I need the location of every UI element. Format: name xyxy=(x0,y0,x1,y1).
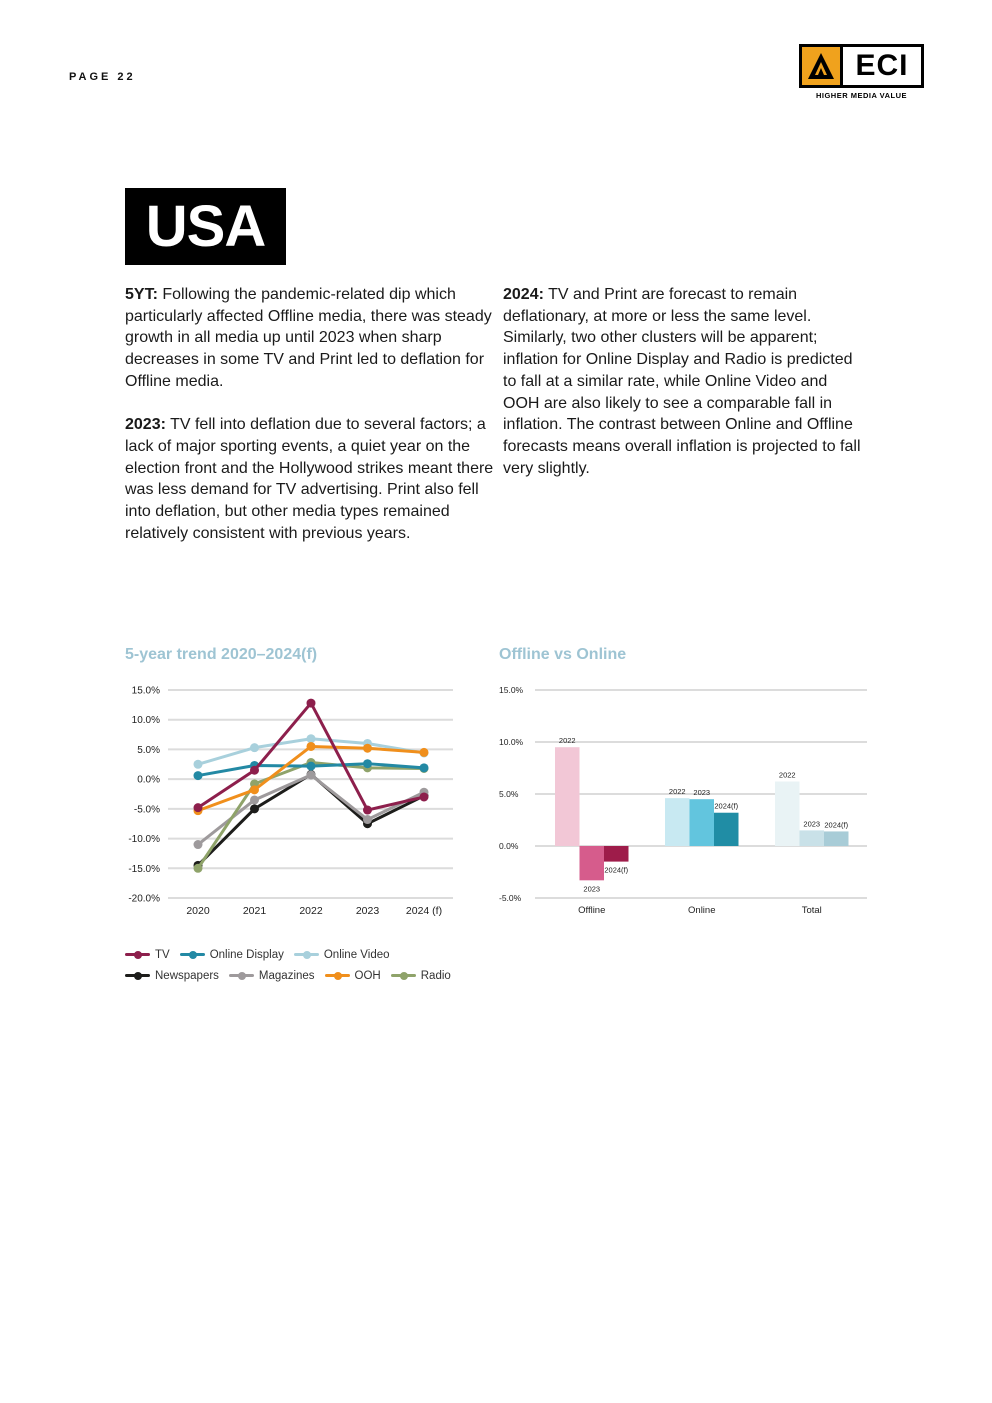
bar xyxy=(824,831,849,846)
bar xyxy=(800,830,825,846)
body-5yt: Following the pandemic-related dip which particularly affected Offline media, there was steady growth in all media up until 2023 when sharp decreases in some TV and Print led to deflation for Offline media. xyxy=(125,286,492,390)
y-tick-label: -20.0% xyxy=(128,893,160,905)
legend-label: Radio xyxy=(420,969,451,982)
paragraph-5yt xyxy=(125,284,495,393)
legend-label: Newspapers xyxy=(155,969,219,982)
x-tick-label: 2021 xyxy=(242,905,267,917)
legend-swatch-icon xyxy=(125,974,150,977)
line-chart-title: 5-year trend 2020–2024(f) xyxy=(125,646,318,663)
data-label: 2022 xyxy=(778,770,796,780)
data-point xyxy=(250,766,259,775)
label-5yt: 5YT: xyxy=(125,286,158,303)
data-point xyxy=(420,792,429,801)
eci-logo xyxy=(799,44,924,100)
data-point xyxy=(307,699,316,708)
bar xyxy=(580,846,605,880)
bar xyxy=(555,747,580,846)
y-tick-label: 10.0% xyxy=(131,715,160,727)
paragraph-2023 xyxy=(125,414,495,544)
data-point xyxy=(307,734,316,743)
legend-label: Magazines xyxy=(258,969,315,982)
line-chart-legend xyxy=(125,944,485,986)
legend-item xyxy=(125,970,219,982)
data-point xyxy=(194,771,203,780)
label-2024: 2024: xyxy=(503,286,544,303)
y-tick-label: -5.0% xyxy=(133,804,160,816)
data-point xyxy=(194,864,203,873)
x-tick-label: 2023 xyxy=(355,905,380,917)
country-title: USA xyxy=(125,188,286,265)
y-tick-label: -15.0% xyxy=(128,863,160,875)
legend-item xyxy=(180,949,284,961)
y-tick-label: 5.0% xyxy=(499,789,519,799)
legend-label: OOH xyxy=(354,969,381,982)
data-label: 2024(f) xyxy=(604,865,629,875)
y-tick-label: 0.0% xyxy=(137,774,160,786)
x-tick-label: 2020 xyxy=(186,905,210,917)
data-label: 2024(f) xyxy=(824,820,849,830)
legend-row xyxy=(125,944,485,965)
legend-swatch-icon xyxy=(229,974,254,977)
page-number: PAGE 22 xyxy=(69,71,136,83)
data-point xyxy=(307,742,316,751)
legend-item xyxy=(229,970,315,982)
paragraph-2024 xyxy=(503,284,863,479)
data-point xyxy=(363,806,372,815)
data-point xyxy=(250,804,259,813)
data-label: 2024(f) xyxy=(714,801,739,811)
data-point xyxy=(194,840,203,849)
legend-swatch-icon xyxy=(391,974,416,977)
y-tick-label: -10.0% xyxy=(128,834,160,846)
data-label: 2023 xyxy=(803,819,821,829)
x-tick-label: 2022 xyxy=(299,905,323,917)
category-label: Online xyxy=(688,905,716,916)
bar xyxy=(665,798,690,846)
data-point xyxy=(250,785,259,794)
data-point xyxy=(363,759,372,768)
legend-label: TV xyxy=(155,948,170,961)
legend-label: Online Display xyxy=(209,948,284,961)
y-tick-label: 15.0% xyxy=(131,685,160,697)
data-point xyxy=(307,770,316,779)
logo-tagline: HIGHER MEDIA VALUE xyxy=(815,91,908,100)
logo-mark-icon xyxy=(802,47,840,85)
legend-label: Online Video xyxy=(323,948,390,961)
logo-text: ECI xyxy=(843,47,921,85)
data-point xyxy=(363,815,372,824)
y-tick-label: -5.0% xyxy=(499,893,522,903)
legend-swatch-icon xyxy=(180,953,205,956)
data-point xyxy=(420,763,429,772)
category-label: Offline xyxy=(578,905,606,916)
bar xyxy=(775,782,800,846)
legend-swatch-icon xyxy=(294,953,319,956)
data-point xyxy=(307,762,316,771)
body-2024: TV and Print are forecast to remain deflationary, at more or less the same level. Similarly, two other clusters will be apparent; inflation for Online Display and Radio is predicted to fall at a similar rate, while Online Video and OOH are also likely to see a comparable fall in inflation. The contrast between Online and Offline forecasts means overall inflation is projected to fall very slightly. xyxy=(503,286,861,477)
data-point xyxy=(363,744,372,753)
bar-chart-title: Offline vs Online xyxy=(499,646,627,663)
data-label: 2023 xyxy=(693,788,711,798)
data-point xyxy=(250,795,259,804)
bar xyxy=(604,846,629,862)
y-tick-label: 15.0% xyxy=(499,685,524,695)
bar xyxy=(690,799,715,846)
bar-chart xyxy=(494,680,874,925)
legend-item xyxy=(325,970,381,982)
legend-row xyxy=(125,965,485,986)
data-label: 2022 xyxy=(668,787,686,797)
data-label: 2023 xyxy=(583,884,601,894)
legend-swatch-icon xyxy=(125,953,150,956)
y-tick-label: 10.0% xyxy=(499,737,524,747)
data-point xyxy=(194,760,203,769)
data-point xyxy=(420,748,429,757)
legend-swatch-icon xyxy=(325,974,350,977)
y-tick-label: 5.0% xyxy=(137,744,160,756)
body-2023: TV fell into deflation due to several factors; a lack of major sporting events, a quiet year on the election front and the Hollywood strikes meant there was less demand for TV advertising. Print also fell into deflation, but other media types remained relatively consistent with previous years. xyxy=(125,416,494,542)
text-column-right xyxy=(503,284,863,501)
y-tick-label: 0.0% xyxy=(499,841,519,851)
data-point xyxy=(194,803,203,812)
category-label: Total xyxy=(801,905,822,916)
text-column-left xyxy=(125,284,495,566)
data-label: 2022 xyxy=(558,736,576,746)
data-point xyxy=(250,743,259,752)
bar xyxy=(714,813,739,846)
legend-item xyxy=(125,949,170,961)
line-chart xyxy=(120,680,465,925)
legend-item xyxy=(391,970,451,982)
x-tick-label: 2024 (f) xyxy=(405,905,443,917)
legend-item xyxy=(294,949,390,961)
label-2023: 2023: xyxy=(125,416,166,434)
